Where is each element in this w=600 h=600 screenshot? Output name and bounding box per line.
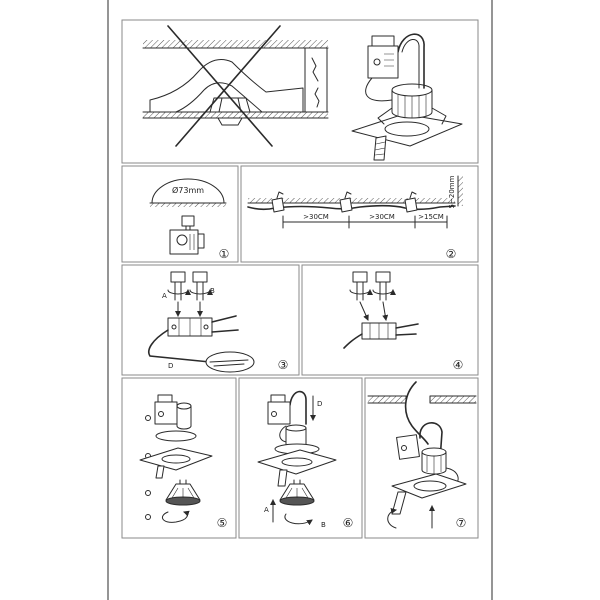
output-wire (396, 324, 418, 328)
rotate-arrow (168, 290, 188, 294)
lamp-holder-top (392, 84, 432, 96)
holder-cap (193, 272, 207, 282)
lamp-holder-top (286, 425, 306, 431)
panel-step-1 (122, 166, 238, 262)
lamp-holder-right (190, 272, 210, 300)
panel-step-6 (239, 378, 362, 538)
cable-connector (272, 192, 284, 212)
holder-pins (380, 282, 386, 300)
lamp-holder-top (177, 403, 191, 409)
label-d: D (317, 400, 323, 408)
socket-tab (198, 234, 204, 248)
label-a: A (162, 292, 167, 300)
panel-step-4 (302, 265, 478, 375)
panel-step-3 (122, 265, 299, 375)
step-number: ② (445, 247, 457, 261)
insert-arrow (383, 302, 386, 320)
transformer-screw (402, 446, 407, 451)
ceiling-hatch (430, 396, 476, 403)
terminal-screw (204, 325, 208, 329)
step-number: ⑥ (342, 516, 354, 530)
clip-rotate-arrow (285, 514, 312, 524)
fixture-assembled (352, 34, 462, 160)
holder-cap (376, 272, 390, 282)
supply-cable (344, 334, 362, 348)
transformer-terminal (271, 395, 285, 402)
mr16-bulb (166, 480, 200, 505)
transformer-screw (374, 59, 380, 65)
transformer-screw (159, 412, 164, 417)
holder-pins (197, 282, 203, 300)
lamp-socket (170, 216, 204, 254)
panel-step-2 (241, 166, 478, 262)
lamp-holder-top (422, 448, 446, 456)
ceiling-clearance-label: 5~20mm (448, 175, 456, 209)
output-wire (212, 330, 238, 332)
part-marker (146, 491, 151, 496)
trim-opening (162, 455, 190, 463)
label-b: B (210, 287, 215, 295)
connector-body (340, 198, 352, 212)
wall-hatch (458, 176, 463, 206)
output-wire (396, 334, 416, 335)
panel-step-7 (365, 378, 478, 538)
step-number: ⑦ (455, 516, 467, 530)
part-marker (146, 416, 151, 421)
spacing-label: >30CM (369, 213, 395, 221)
holder-pins (175, 282, 181, 300)
retaining-ring (156, 431, 196, 441)
connector-tab (410, 192, 416, 198)
step-number: ⑤ (216, 516, 228, 530)
ceiling-hatch (150, 203, 226, 207)
clip-rotate-arrow (162, 512, 187, 522)
holder-cap (171, 272, 185, 282)
step-number: ① (218, 247, 230, 261)
bulb-lens (166, 497, 200, 505)
joist (305, 48, 327, 112)
spacing-label: >15CM (418, 213, 444, 221)
connector-tab (345, 192, 351, 198)
bulb-lens (280, 497, 314, 505)
insert-arrow (360, 302, 368, 320)
terminal-screw (172, 325, 176, 329)
ceiling-slab-hatch (143, 40, 328, 48)
lamp-holder-right (373, 272, 393, 300)
label-d: D (168, 362, 174, 370)
trim-opening (385, 122, 429, 136)
spacing-label: >30CM (303, 213, 329, 221)
connector-tab (277, 192, 283, 198)
transformer (368, 46, 398, 78)
cutout-diameter-label: Ø73mm (171, 186, 205, 195)
transformer-terminal (372, 36, 394, 46)
lamp-holder-left (350, 272, 370, 300)
connector-body (272, 198, 284, 212)
socket-screw (177, 235, 187, 245)
connector-body (405, 198, 417, 212)
rotate-arrow (190, 290, 210, 294)
step-number: ④ (452, 358, 464, 372)
transformer (397, 435, 420, 460)
supply-cable (366, 78, 392, 101)
output-wire (212, 316, 236, 322)
bulb-pins (180, 480, 186, 484)
joist-crack (312, 58, 319, 107)
holder-pins (357, 282, 363, 300)
label-a: A (264, 506, 269, 514)
lamp-cable (290, 392, 306, 424)
insulation-warning-illustration (143, 26, 328, 146)
ceiling-hatch (368, 396, 406, 403)
mounting-strap (156, 466, 164, 478)
panel-step-5 (122, 378, 236, 538)
holder-cap (353, 272, 367, 282)
fixture-lamp (218, 118, 242, 125)
trim-opening (282, 458, 312, 466)
lamp-cable (398, 34, 424, 88)
rotate-arrow (350, 290, 370, 294)
part-marker (146, 515, 151, 520)
ceiling-board-hatch (143, 112, 328, 118)
lamp-cable (402, 39, 419, 88)
bulb-pins (294, 480, 300, 484)
panel-overview (122, 20, 478, 163)
lamp-holder-left (168, 272, 188, 300)
step-number: ③ (277, 358, 289, 372)
transformer-screw (272, 412, 277, 417)
transformer-terminal (158, 395, 172, 402)
rotate-arrow (373, 290, 393, 294)
label-b: B (321, 521, 326, 529)
socket-cap (182, 216, 194, 226)
mounting-strap (278, 470, 287, 486)
trim-opening (414, 481, 446, 491)
cable-connector (405, 192, 417, 212)
cable-connector (340, 192, 352, 212)
